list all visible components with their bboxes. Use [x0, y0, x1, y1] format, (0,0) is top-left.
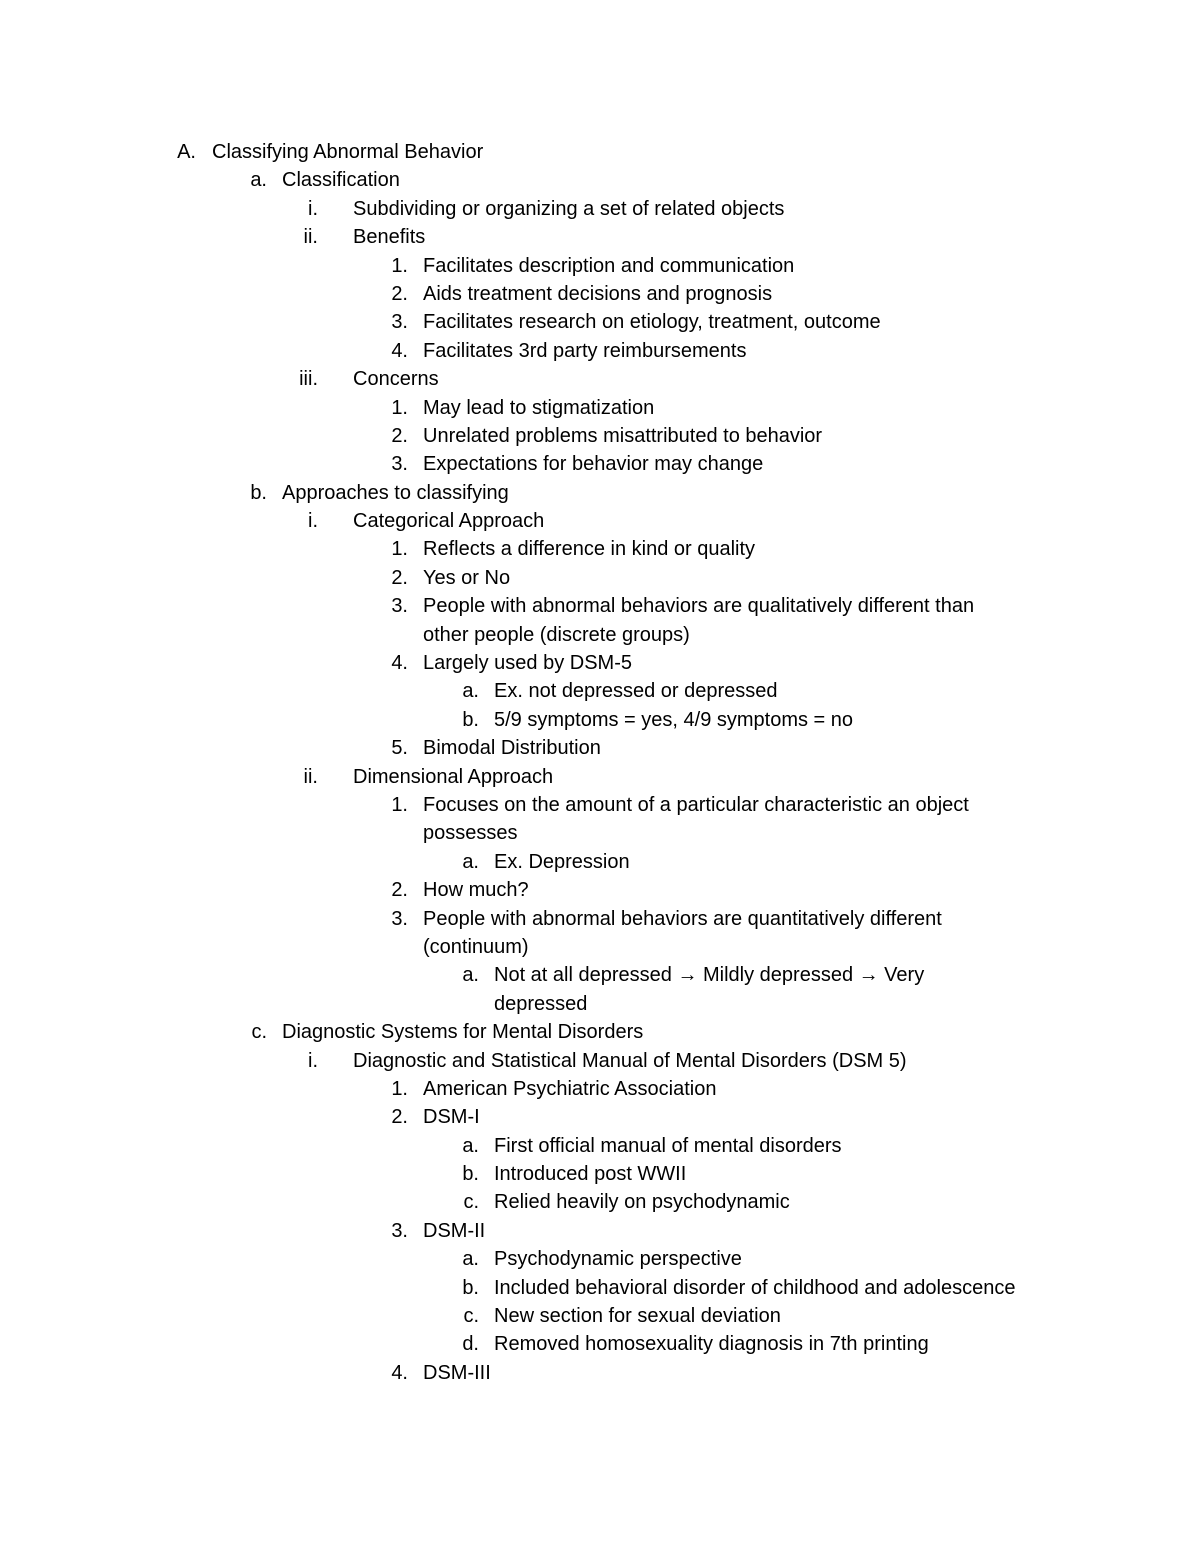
- outline-item-c-i: [0, 1047, 1200, 1075]
- outline-item-b-i: [0, 507, 1200, 535]
- list-marker: ii.: [303, 226, 318, 249]
- list-item: [0, 677, 1200, 705]
- list-marker: 1.: [391, 1077, 408, 1100]
- list-item-text: Aids treatment decisions and prognosis: [423, 282, 773, 305]
- list-marker: 4.: [391, 339, 408, 362]
- list-item-text: Concerns: [353, 368, 439, 391]
- list-marker: b.: [462, 708, 479, 731]
- list-item-text: Diagnostic Systems for Mental Disorders: [282, 1021, 644, 1044]
- list-item-text: DSM-II: [423, 1219, 486, 1242]
- list-marker: 2.: [391, 566, 408, 589]
- list-item: [0, 1132, 1200, 1160]
- list-item-text: possesses: [423, 822, 518, 845]
- list-item-continuation: [0, 621, 1200, 649]
- list-item-text: Relied heavily on psychodynamic: [494, 1191, 790, 1214]
- list-marker: 2.: [391, 1106, 408, 1129]
- list-marker: c.: [463, 1191, 479, 1214]
- list-item: [0, 1217, 1200, 1245]
- list-marker: b.: [250, 481, 267, 504]
- list-marker: 2.: [391, 424, 408, 447]
- list-item-text: Bimodal Distribution: [423, 737, 601, 760]
- list-marker: d.: [462, 1333, 479, 1356]
- outline-item-a-i: [0, 195, 1200, 223]
- list-marker: a.: [462, 850, 479, 873]
- list-item: [0, 1359, 1200, 1387]
- list-item-text: Facilitates 3rd party reimbursements: [423, 339, 747, 362]
- list-item-text: Diagnostic and Statistical Manual of Mental Disorders (DSM 5): [353, 1049, 907, 1072]
- list-marker: ii.: [303, 765, 318, 788]
- list-item-text: How much?: [423, 879, 529, 902]
- list-item: [0, 564, 1200, 592]
- list-item: [0, 1274, 1200, 1302]
- list-item: [0, 961, 1200, 989]
- outline-item-b-ii: [0, 763, 1200, 791]
- list-item-text: Removed homosexuality diagnosis in 7th printing: [494, 1333, 929, 1356]
- list-item-text: Dimensional Approach: [353, 765, 554, 788]
- list-marker: 4.: [391, 652, 408, 675]
- list-item-text: Included behavioral disorder of childhood and adolescence: [494, 1276, 1016, 1299]
- list-marker: i.: [308, 510, 318, 533]
- outline-item-A: [0, 138, 1200, 166]
- list-marker: 1.: [391, 538, 408, 561]
- list-item: [0, 1075, 1200, 1103]
- list-item: [0, 592, 1200, 620]
- list-item-text: 5/9 symptoms = yes, 4/9 symptoms = no: [494, 708, 854, 731]
- list-item-text: Largely used by DSM-5: [423, 652, 632, 675]
- list-item-continuation: [0, 990, 1200, 1018]
- list-marker: 1.: [391, 396, 408, 419]
- list-marker: a.: [462, 1248, 479, 1271]
- outline-item-b: [0, 479, 1200, 507]
- list-item: [0, 337, 1200, 365]
- list-marker: A.: [177, 141, 196, 163]
- list-item: [0, 280, 1200, 308]
- list-item-text: Subdividing or organizing a set of related objects: [353, 197, 785, 220]
- list-marker: a.: [462, 1134, 479, 1157]
- list-item: [0, 734, 1200, 762]
- list-item-text: Yes or No: [423, 566, 511, 589]
- list-item: [0, 252, 1200, 280]
- list-marker: a.: [462, 680, 479, 703]
- list-item-text: Ex. Depression: [494, 850, 630, 873]
- list-item-text: People with abnormal behaviors are quantitatively different: [423, 907, 942, 930]
- list-marker: 2.: [391, 282, 408, 305]
- list-item-text: First official manual of mental disorders: [494, 1134, 842, 1157]
- list-item: [0, 1160, 1200, 1188]
- list-item-text: Benefits: [353, 226, 426, 249]
- list-marker: c.: [463, 1305, 479, 1328]
- list-item: [0, 1330, 1200, 1358]
- outline-item-c: [0, 1018, 1200, 1046]
- list-item: [0, 649, 1200, 677]
- list-marker: 1.: [391, 793, 408, 816]
- list-item: [0, 535, 1200, 563]
- list-item-text: Focuses on the amount of a particular characteristic an object: [423, 793, 969, 816]
- outline-item-a-iii: [0, 365, 1200, 393]
- list-item-text: DSM-III: [423, 1361, 491, 1384]
- list-item-continuation: [0, 933, 1200, 961]
- list-marker: a.: [462, 964, 479, 987]
- list-marker: i.: [308, 1049, 318, 1072]
- list-item-text: May lead to stigmatization: [423, 396, 655, 419]
- list-marker: a.: [250, 169, 267, 192]
- list-item-text: Unrelated problems misattributed to behavior: [423, 424, 823, 447]
- list-item-text: Expectations for behavior may change: [423, 453, 764, 476]
- list-item: [0, 791, 1200, 819]
- list-marker: 4.: [391, 1361, 408, 1384]
- list-item-text: depressed: [494, 992, 588, 1015]
- list-marker: 3.: [391, 453, 408, 476]
- list-item: [0, 848, 1200, 876]
- list-item-text: Reflects a difference in kind or quality: [423, 538, 756, 561]
- list-item: [0, 1302, 1200, 1330]
- list-marker: 2.: [391, 879, 408, 902]
- list-marker: 3.: [391, 595, 408, 618]
- list-marker: b.: [462, 1163, 479, 1186]
- list-marker: 3.: [391, 907, 408, 930]
- list-marker: b.: [462, 1276, 479, 1299]
- list-item: [0, 1103, 1200, 1131]
- list-item-text: Facilitates description and communication: [423, 254, 795, 277]
- list-marker: 1.: [391, 254, 408, 277]
- outline-item-a: [0, 166, 1200, 194]
- outline-item-a-ii: [0, 223, 1200, 251]
- heading-text: Classifying Abnormal Behavior: [212, 141, 484, 163]
- list-item-text: Introduced post WWII: [494, 1163, 687, 1186]
- list-item-text: Psychodynamic perspective: [494, 1248, 742, 1271]
- list-item: [0, 394, 1200, 422]
- list-marker: iii.: [299, 368, 318, 391]
- list-item: [0, 1188, 1200, 1216]
- list-item-text: American Psychiatric Association: [423, 1077, 717, 1100]
- list-item-text: Not at all depressed → Mildly depressed → Very: [494, 964, 925, 987]
- list-item-text: New section for sexual deviation: [494, 1305, 781, 1328]
- list-item-continuation: [0, 819, 1200, 847]
- list-item: [0, 308, 1200, 336]
- list-item: [0, 1245, 1200, 1273]
- list-marker: 3.: [391, 1219, 408, 1242]
- list-item-text: Facilitates research on etiology, treatment, outcome: [423, 311, 881, 334]
- list-item: [0, 422, 1200, 450]
- list-item-text: DSM-I: [423, 1106, 480, 1129]
- list-item: [0, 706, 1200, 734]
- list-item-text: People with abnormal behaviors are qualitatively different than: [423, 595, 975, 618]
- list-item: [0, 450, 1200, 478]
- list-item-text: Categorical Approach: [353, 510, 545, 533]
- outline-document: [0, 138, 1200, 1387]
- list-item-text: (continuum): [423, 935, 529, 958]
- list-item-text: Ex. not depressed or depressed: [494, 680, 778, 703]
- list-marker: 3.: [391, 311, 408, 334]
- list-item: [0, 876, 1200, 904]
- list-item-text: other people (discrete groups): [423, 623, 690, 646]
- list-marker: c.: [251, 1021, 267, 1044]
- list-item: [0, 905, 1200, 933]
- list-item-text: Classification: [282, 169, 400, 192]
- list-marker: 5.: [391, 737, 408, 760]
- list-item-text: Approaches to classifying: [282, 481, 509, 504]
- list-marker: i.: [308, 197, 318, 220]
